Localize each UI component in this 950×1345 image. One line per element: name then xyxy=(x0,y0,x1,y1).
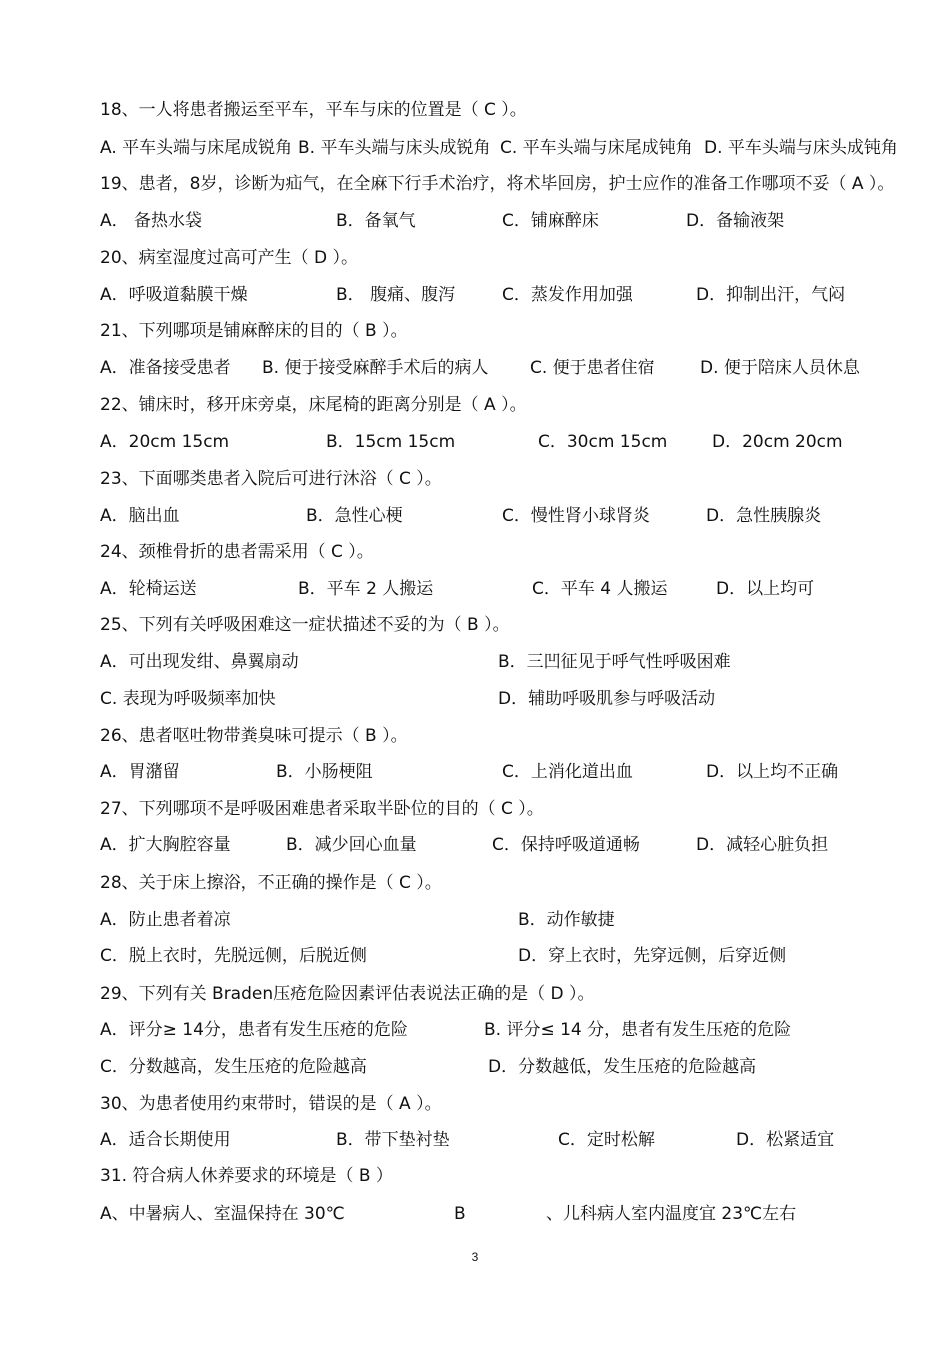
line-text: C. 平车头端与床尾成钝角 xyxy=(500,138,693,158)
line-text: A．准备接受患者 xyxy=(100,358,231,378)
line-text: B．带下垫衬垫 xyxy=(336,1130,450,1150)
line-text: D. 便于陪床人员休息 xyxy=(700,358,860,378)
line-text: C．30cm 15cm xyxy=(538,432,668,452)
line-text: B．动作敏捷 xyxy=(518,910,615,930)
line-text: B xyxy=(454,1204,466,1224)
line-text: 22、铺床时，移开床旁桌，床尾椅的距离分别是（ A ）。 xyxy=(100,395,527,415)
line-text: D. 平车头端与床头成钝角 xyxy=(704,138,898,158)
line-text: B．备氧气 xyxy=(336,211,416,231)
line-text: D．辅助呼吸肌参与呼吸活动 xyxy=(498,689,716,709)
page-number: 3 xyxy=(471,1250,479,1264)
line-text: A．可出现发绀、鼻翼扇动 xyxy=(100,652,299,672)
line-text: 19、患者，8岁，诊断为疝气，在全麻下行手术治疗，将术毕回房，护士应作的准备工作哪项不妥（ A ）。 xyxy=(100,174,895,194)
line-text: 、儿科病人室内温度宜 23℃左右 xyxy=(546,1204,797,1224)
line-text: B． 腹痛、腹泻 xyxy=(336,285,456,305)
line-text: D．减轻心脏负担 xyxy=(696,835,829,855)
line-text: A．20cm 15cm xyxy=(100,432,230,452)
line-text: 24、颈椎骨折的患者需采用（ C ）。 xyxy=(100,542,374,562)
line-text: A．脑出血 xyxy=(100,506,180,526)
line-text: C．平车 4 人搬运 xyxy=(532,579,668,599)
line-text: C．定时松解 xyxy=(558,1130,655,1150)
line-text: B. 便于接受麻醉手术后的病人 xyxy=(262,358,489,378)
line-text: D．以上均可 xyxy=(716,579,815,599)
line-text: B．减少回心血量 xyxy=(286,835,417,855)
line-text: 27、下列哪项不是呼吸困难患者采取半卧位的目的（ C ）。 xyxy=(100,799,544,819)
line-text: A．适合长期使用 xyxy=(100,1130,231,1150)
line-text: C．上消化道出血 xyxy=(502,762,633,782)
line-text: B．15cm 15cm xyxy=(326,432,456,452)
line-text: A．胃潴留 xyxy=(100,762,180,782)
line-text: D．抑制出汗，气闷 xyxy=(696,285,846,305)
line-text: 18、一人将患者搬运至平车，平车与床的位置是（ C ）。 xyxy=(100,100,527,120)
line-text: B. 评分≤ 14 分，患者有发生压疮的危险 xyxy=(484,1020,792,1040)
line-text: C．脱上衣时，先脱远侧，后脱近侧 xyxy=(100,946,367,966)
line-text: C. 便于患者住宿 xyxy=(530,358,655,378)
line-text: A．呼吸道黏膜干燥 xyxy=(100,285,248,305)
line-text: A．扩大胸腔容量 xyxy=(100,835,231,855)
line-text: D．穿上衣时，先穿远侧，后穿近侧 xyxy=(518,946,787,966)
line-text: D．20cm 20cm xyxy=(712,432,843,452)
line-text: A． 备热水袋 xyxy=(100,211,203,231)
line-text: C．保持呼吸道通畅 xyxy=(492,835,640,855)
line-text: D．备输液架 xyxy=(686,211,785,231)
line-text: 25、下列有关呼吸困难这一症状描述不妥的为（ B ）。 xyxy=(100,615,510,635)
line-text: D．松紧适宜 xyxy=(736,1130,835,1150)
line-text: C．蒸发作用加强 xyxy=(502,285,633,305)
line-text: B．小肠梗阻 xyxy=(276,762,373,782)
line-text: A、中暑病人、室温保持在 30℃ xyxy=(100,1204,345,1224)
line-text: B．急性心梗 xyxy=(306,506,403,526)
line-text: 28、关于床上擦浴，不正确的操作是（ C ）。 xyxy=(100,873,442,893)
line-text: D．以上均不正确 xyxy=(706,762,839,782)
line-text: 26、患者呕吐物带粪臭味可提示（ B ）。 xyxy=(100,726,408,746)
line-text: B．三凹征见于呼气性呼吸困难 xyxy=(498,652,731,672)
line-text: A．评分≥ 14分，患者有发生压疮的危险 xyxy=(100,1020,408,1040)
line-text: 29、下列有关 Braden压疮危险因素评估表说法正确的是（ D ）。 xyxy=(100,984,595,1004)
line-text: C．分数越高，发生压疮的危险越高 xyxy=(100,1057,367,1077)
line-text: C．慢性肾小球肾炎 xyxy=(502,506,650,526)
line-text: C. 表现为呼吸频率加快 xyxy=(100,689,276,709)
line-text: D．急性胰腺炎 xyxy=(706,506,822,526)
line-text: B. 平车头端与床头成锐角 xyxy=(298,138,491,158)
line-text: 20、病室湿度过高可产生（ D ）。 xyxy=(100,248,359,268)
line-text: 31. 符合病人休养要求的环境是（ B ） xyxy=(100,1166,393,1186)
line-text: 23、下面哪类患者入院后可进行沐浴（ C ）。 xyxy=(100,469,442,489)
line-text: 21、下列哪项是铺麻醉床的目的（ B ）。 xyxy=(100,321,408,341)
line-text: A．防止患者着凉 xyxy=(100,910,231,930)
line-text: A. 平车头端与床尾成锐角 xyxy=(100,138,293,158)
line-text: D．分数越低，发生压疮的危险越高 xyxy=(488,1057,757,1077)
line-text: A．轮椅运送 xyxy=(100,579,197,599)
line-text: C．铺麻醉床 xyxy=(502,211,599,231)
line-text: B．平车 2 人搬运 xyxy=(298,579,434,599)
line-text: 30、为患者使用约束带时，错误的是（ A ）。 xyxy=(100,1094,442,1114)
